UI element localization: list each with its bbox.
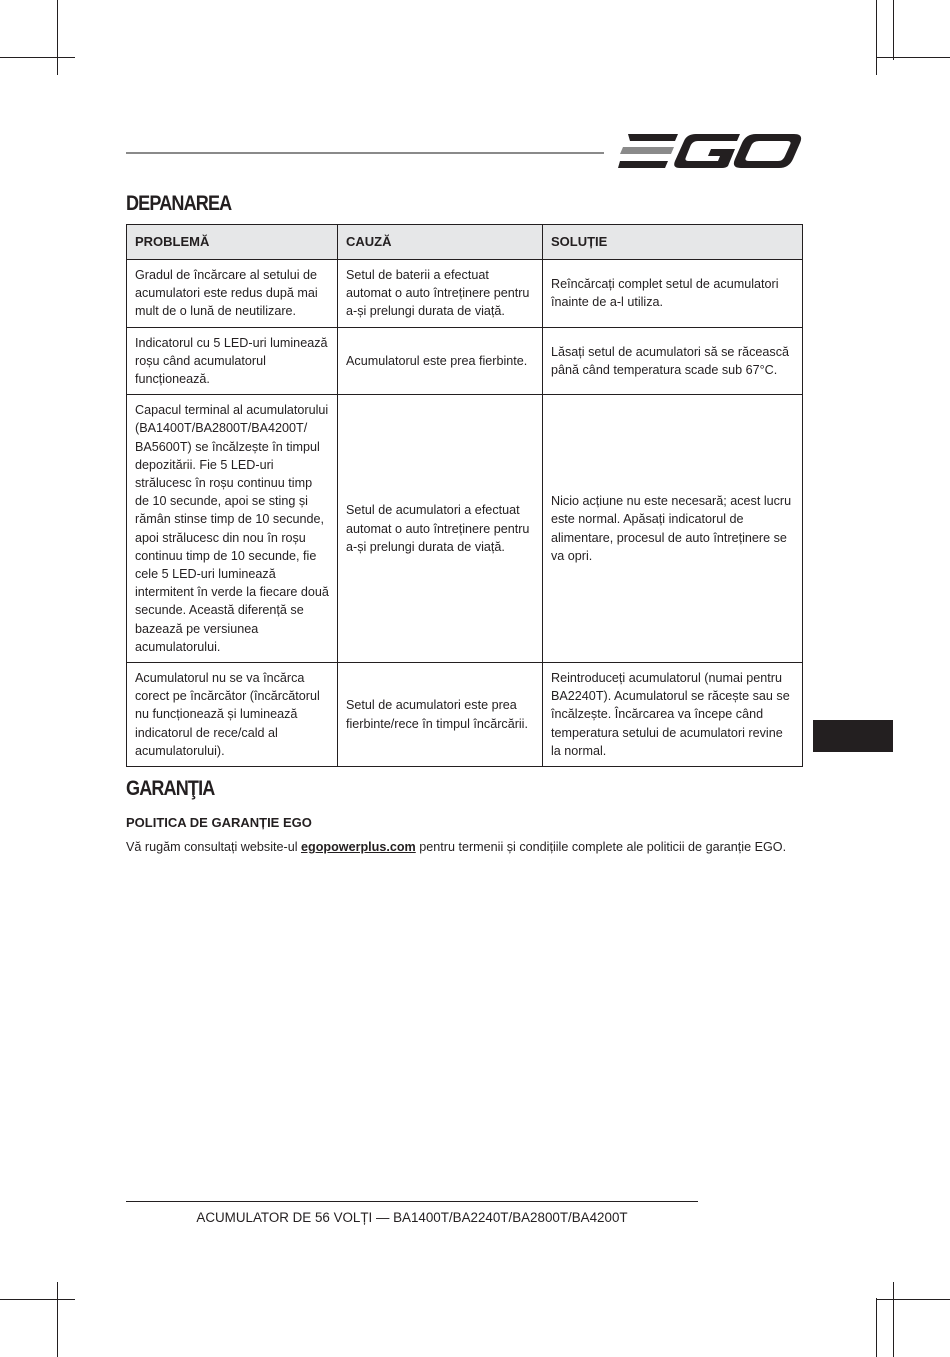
crop-mark xyxy=(0,57,75,58)
warranty-text-after: pentru termenii și condițiile complete ale politicii de garanție EGO. xyxy=(415,840,787,854)
cause-cell: Setul de baterii a efectuat automat o auto întreținere pentru a-și prelungi durata de viață. xyxy=(338,260,543,328)
solution-cell: Lăsați setul de acumulatori să se răcească până când temperatura scade sub 67°C. xyxy=(543,327,803,395)
problem-cell: Gradul de încărcare al setului de acumulatori este redus după mai mult de o lună de neutilizare. xyxy=(127,260,338,328)
problem-cell: Capacul terminal al acumulatorului (BA1400T/BA2800T/BA4200T/ BA5600T) se încălzește în timpul depozitării. Fie 5 LED-uri strălucesc în roșu continuu timp de 10 secunde, apoi se sting și rămân stinse timp de 10 secunde, apoi strălucesc din nou în roșu continuu timp de 10 secunde, fie cele 5 LED-uri luminează intermitent în verde la fiecare două secunde. Această diferență se bazează pe versiunea acumulatorului. xyxy=(127,395,338,663)
solution-cell: Nicio acțiune nu este necesară; acest lucru este normal. Apăsați indicatorul de alimentare, procesul de auto întreținere se va opri. xyxy=(543,395,803,663)
column-header-solution: SOLUȚIE xyxy=(543,225,803,260)
crop-mark xyxy=(876,0,877,75)
crop-mark xyxy=(893,0,894,60)
warranty-subtitle: POLITICA DE GARANȚIE EGO xyxy=(126,815,312,830)
crop-mark xyxy=(57,0,58,75)
crop-mark xyxy=(876,1298,877,1357)
side-tab-marker xyxy=(813,720,893,752)
warranty-website-link[interactable]: egopowerplus.com xyxy=(301,840,416,854)
solution-cell: Reintroduceți acumulatorul (numai pentru BA2240T). Acumulatorul se răcește sau se încălzește. Încărcarea va începe când temperatura setului de acumulatori revine la normal. xyxy=(543,663,803,767)
section-title-warranty: GARANŢIA xyxy=(126,777,215,800)
solution-cell: Reîncărcați complet setul de acumulatori înainte de a-l utiliza. xyxy=(543,260,803,328)
footer-rule xyxy=(126,1201,698,1202)
cause-cell: Acumulatorul este prea fierbinte. xyxy=(338,327,543,395)
problem-cell: Indicatorul cu 5 LED-uri luminează roșu când acumulatorul funcționează. xyxy=(127,327,338,395)
ego-logo xyxy=(618,130,802,172)
section-title-troubleshooting: DEPANAREA xyxy=(126,192,232,215)
warranty-text-before: Vă rugăm consultați website-ul xyxy=(126,840,301,854)
column-header-problem: PROBLEMĂ xyxy=(127,225,338,260)
crop-mark xyxy=(0,1299,75,1300)
column-header-cause: CAUZĂ xyxy=(338,225,543,260)
problem-cell: Acumulatorul nu se va încărca corect pe încărcător (încărcătorul nu funcționează și luminează indicatorul de rece/cald al acumulatorului). xyxy=(127,663,338,767)
crop-mark xyxy=(876,1299,950,1300)
table-row xyxy=(127,327,803,395)
crop-mark xyxy=(876,57,950,58)
table-row xyxy=(127,260,803,328)
footer-text: ACUMULATOR DE 56 VOLȚI — BA1400T/BA2240T/BA2800T/BA4200T xyxy=(196,1210,628,1225)
header-rule xyxy=(126,152,604,154)
warranty-paragraph xyxy=(126,840,786,854)
troubleshooting-table xyxy=(126,224,803,767)
table-row xyxy=(127,395,803,663)
cause-cell: Setul de acumulatori a efectuat automat o auto întreținere pentru a-și prelungi durata de viață. xyxy=(338,395,543,663)
cause-cell: Setul de acumulatori este prea fierbinte/rece în timpul încărcării. xyxy=(338,663,543,767)
crop-mark xyxy=(893,1282,894,1357)
crop-mark xyxy=(57,1282,58,1357)
table-header-row xyxy=(127,225,803,260)
table-row xyxy=(127,663,803,767)
